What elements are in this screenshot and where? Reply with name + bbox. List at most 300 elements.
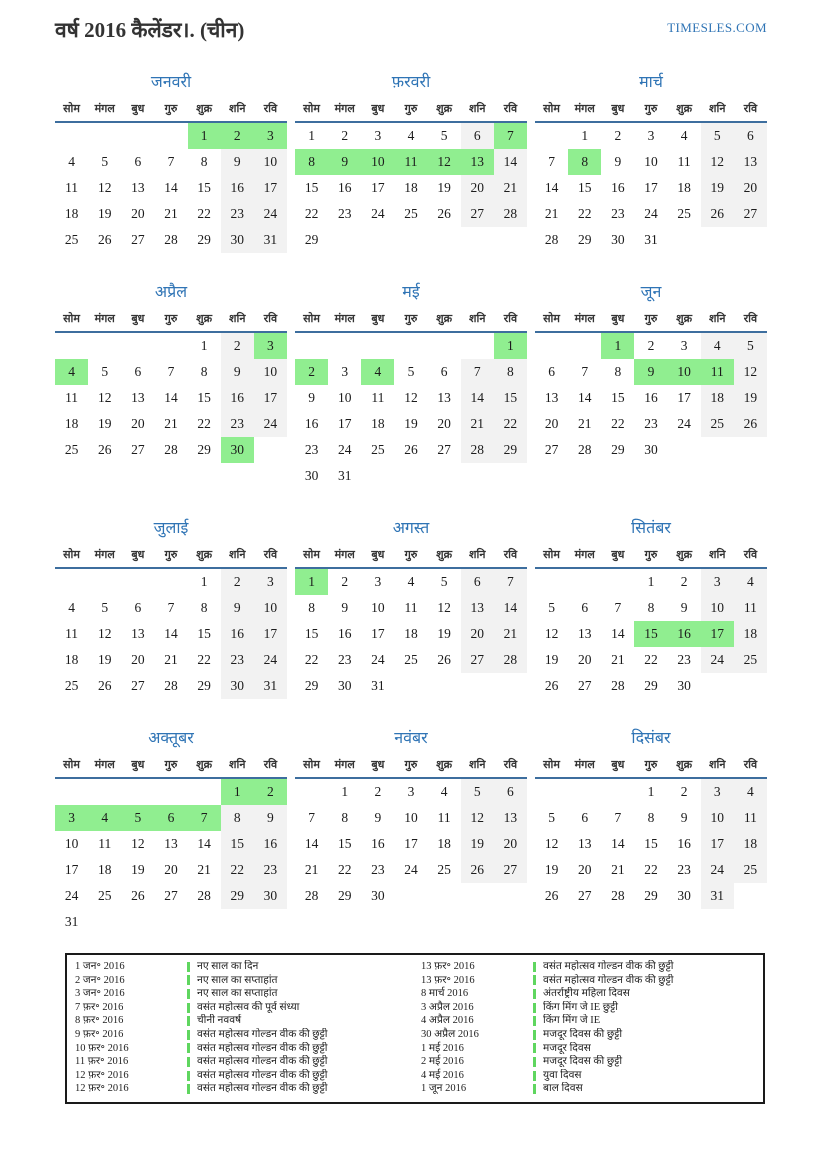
weekend-day-cell: 12 bbox=[734, 359, 767, 385]
month-table bbox=[295, 309, 527, 489]
legend-row bbox=[75, 1042, 409, 1056]
week-row bbox=[535, 805, 767, 831]
day-cell: 18 bbox=[404, 180, 418, 195]
weekday-header: बुध bbox=[601, 755, 634, 778]
day-cell: 21 bbox=[611, 652, 625, 667]
weekend-day-cell: 9 bbox=[221, 149, 254, 175]
holiday-marker-bar bbox=[533, 1003, 536, 1013]
weekday-header: बुध bbox=[121, 309, 154, 332]
day-cell: 6 bbox=[440, 364, 448, 379]
week-row bbox=[55, 621, 287, 647]
weekday-header: गुरु bbox=[154, 309, 187, 332]
legend-holiday-name: किंग मिंग जे IE bbox=[543, 1015, 601, 1027]
day-cell: 28 bbox=[164, 442, 178, 457]
day-cell-empty bbox=[154, 909, 187, 935]
day-cell: 13 bbox=[131, 390, 145, 405]
weekend-day-cell: 25 bbox=[734, 647, 767, 673]
day-cell-empty bbox=[394, 673, 427, 699]
day-cell: 8 bbox=[200, 600, 208, 615]
legend-date: 12 फ़र॰ 2016 bbox=[75, 1083, 129, 1095]
weekend-day-cell: 5 bbox=[734, 332, 767, 359]
weekday-header: गुरु bbox=[154, 755, 187, 778]
weekday-header: सोम bbox=[535, 309, 568, 332]
week-row bbox=[55, 149, 287, 175]
weekend-day-cell: 14 bbox=[494, 595, 527, 621]
day-cell: 29 bbox=[644, 678, 658, 693]
day-cell: 14 bbox=[164, 626, 178, 641]
holiday-day-cell: 2 bbox=[295, 359, 328, 385]
day-cell: 3 bbox=[407, 784, 415, 799]
day-cell: 16 bbox=[611, 180, 625, 195]
week-row bbox=[55, 332, 287, 359]
day-cell: 14 bbox=[611, 836, 625, 851]
week-row bbox=[295, 201, 527, 227]
month-table bbox=[535, 99, 767, 253]
day-cell: 13 bbox=[437, 390, 451, 405]
weekday-header: रवि bbox=[254, 309, 287, 332]
holiday-marker-bar bbox=[187, 1084, 190, 1094]
day-cell: 13 bbox=[164, 836, 178, 851]
day-cell: 16 bbox=[371, 836, 385, 851]
day-cell: 12 bbox=[544, 836, 559, 851]
month-11 bbox=[295, 726, 527, 909]
week-row bbox=[55, 909, 287, 935]
legend-row bbox=[75, 987, 409, 1001]
weekend-day-cell: 27 bbox=[494, 857, 527, 883]
weekday-header: शुक्र bbox=[668, 545, 701, 568]
weekend-day-cell: 5 bbox=[701, 122, 734, 149]
weekday-header-row bbox=[535, 545, 767, 568]
day-cell: 29 bbox=[577, 232, 592, 247]
weekday-header: शनि bbox=[461, 545, 494, 568]
month-table bbox=[55, 99, 287, 253]
day-cell: 13 bbox=[544, 390, 559, 405]
week-row bbox=[295, 332, 527, 359]
legend-column-left bbox=[75, 960, 409, 1096]
week-row bbox=[535, 883, 767, 909]
weekday-header: शुक्र bbox=[428, 755, 461, 778]
holiday-day-cell: 1 bbox=[295, 568, 328, 595]
day-cell: 9 bbox=[374, 810, 382, 825]
day-cell-empty bbox=[394, 463, 427, 489]
weekday-header: शुक्र bbox=[188, 755, 221, 778]
week-row bbox=[295, 437, 527, 463]
weekday-header-row bbox=[55, 99, 287, 122]
day-cell-empty bbox=[55, 778, 88, 805]
day-cell: 29 bbox=[611, 442, 625, 457]
weekend-day-cell: 12 bbox=[461, 805, 494, 831]
weekend-day-cell: 15 bbox=[221, 831, 254, 857]
day-cell: 1 bbox=[581, 128, 589, 143]
holiday-day-cell: 1 bbox=[188, 122, 221, 149]
legend-column-right bbox=[421, 960, 755, 1096]
day-cell-empty bbox=[361, 227, 394, 253]
day-cell: 14 bbox=[611, 626, 625, 641]
weekday-header: गुरु bbox=[634, 545, 667, 568]
day-cell: 12 bbox=[131, 836, 145, 851]
weekday-header: रवि bbox=[494, 309, 527, 332]
day-cell: 13 bbox=[131, 180, 145, 195]
weekday-header-row bbox=[55, 309, 287, 332]
weekend-day-cell: 10 bbox=[254, 359, 287, 385]
day-cell-empty bbox=[701, 437, 734, 463]
weekend-day-cell: 25 bbox=[701, 411, 734, 437]
month-title: फ़रवरी bbox=[391, 74, 431, 91]
day-cell-empty bbox=[428, 332, 461, 359]
weekday-header: मंगल bbox=[328, 755, 361, 778]
month-7 bbox=[55, 516, 287, 699]
weekend-day-cell: 6 bbox=[734, 122, 767, 149]
day-cell-empty bbox=[154, 568, 187, 595]
week-row bbox=[55, 647, 287, 673]
legend-row bbox=[421, 960, 755, 974]
day-cell-empty bbox=[121, 122, 154, 149]
weekday-header: शुक्र bbox=[428, 545, 461, 568]
day-cell: 15 bbox=[644, 836, 658, 851]
day-cell: 2 bbox=[647, 338, 655, 353]
weekday-header: गुरु bbox=[394, 309, 427, 332]
holiday-day-cell: 10 bbox=[668, 359, 701, 385]
day-cell-empty bbox=[701, 227, 734, 253]
day-cell: 1 bbox=[308, 128, 315, 143]
weekend-day-cell: 20 bbox=[461, 175, 494, 201]
day-cell: 8 bbox=[200, 154, 208, 169]
day-cell: 25 bbox=[371, 442, 385, 457]
day-cell: 7 bbox=[581, 364, 589, 379]
day-cell-empty bbox=[601, 778, 634, 805]
day-cell: 17 bbox=[371, 180, 385, 195]
holiday-marker-bar bbox=[187, 1030, 190, 1040]
legend-date: 7 फ़र॰ 2016 bbox=[75, 1001, 124, 1013]
holiday-day-cell: 3 bbox=[254, 332, 287, 359]
weekday-header-row bbox=[295, 99, 527, 122]
day-cell: 23 bbox=[677, 862, 691, 877]
legend-row bbox=[421, 1014, 755, 1028]
day-cell-empty bbox=[88, 332, 121, 359]
legend-holiday-name: वसंत महोत्सव की पूर्व संध्या bbox=[197, 1001, 300, 1013]
day-cell: 27 bbox=[131, 442, 145, 457]
week-row bbox=[55, 595, 287, 621]
legend-holiday-name: बाल दिवस bbox=[543, 1083, 583, 1095]
day-cell: 28 bbox=[164, 678, 178, 693]
weekday-header: रवि bbox=[254, 755, 287, 778]
day-cell-empty bbox=[494, 227, 527, 253]
legend-row bbox=[75, 1001, 409, 1015]
day-cell-empty bbox=[461, 463, 494, 489]
month-title: अगस्त bbox=[392, 520, 430, 537]
week-row bbox=[535, 568, 767, 595]
legend-row bbox=[75, 1014, 409, 1028]
holiday-marker-bar bbox=[187, 989, 190, 999]
day-cell: 19 bbox=[544, 862, 559, 877]
month-4 bbox=[55, 280, 287, 463]
weekend-day-cell: 17 bbox=[701, 831, 734, 857]
day-cell: 28 bbox=[304, 888, 319, 903]
day-cell: 27 bbox=[577, 888, 592, 903]
week-row bbox=[295, 175, 527, 201]
legend-holiday-name: वसंत महोत्सव गोल्डन वीक की छुट्टी bbox=[197, 1083, 328, 1095]
day-cell: 26 bbox=[404, 442, 418, 457]
day-cell: 22 bbox=[577, 206, 592, 221]
day-cell: 6 bbox=[548, 364, 555, 379]
week-row bbox=[295, 227, 527, 253]
week-row bbox=[55, 778, 287, 805]
holiday-day-cell: 11 bbox=[394, 149, 427, 175]
week-row bbox=[295, 359, 527, 385]
holiday-marker-bar bbox=[533, 989, 536, 999]
weekday-header: शुक्र bbox=[188, 309, 221, 332]
weekday-header: मंगल bbox=[568, 309, 601, 332]
day-cell: 2 bbox=[341, 574, 349, 589]
holiday-day-cell: 8 bbox=[568, 149, 601, 175]
weekday-header: मंगल bbox=[328, 309, 361, 332]
holiday-day-cell: 10 bbox=[361, 149, 394, 175]
day-cell: 18 bbox=[404, 626, 418, 641]
day-cell: 4 bbox=[407, 574, 415, 589]
legend-date: 8 मार्च 2016 bbox=[421, 988, 469, 1000]
month-10 bbox=[55, 726, 287, 935]
weekend-day-cell: 27 bbox=[461, 647, 494, 673]
day-cell: 23 bbox=[371, 862, 385, 877]
weekend-day-cell: 19 bbox=[701, 175, 734, 201]
weekend-day-cell: 17 bbox=[254, 621, 287, 647]
weekend-day-cell: 6 bbox=[461, 568, 494, 595]
day-cell: 16 bbox=[337, 180, 352, 195]
month-title: जुलाई bbox=[153, 520, 189, 537]
day-cell: 3 bbox=[341, 364, 349, 379]
holiday-day-cell: 15 bbox=[634, 621, 667, 647]
holiday-day-cell: 4 bbox=[88, 805, 121, 831]
legend-row bbox=[421, 987, 755, 1001]
day-cell: 10 bbox=[371, 600, 385, 615]
day-cell: 30 bbox=[337, 678, 352, 693]
day-cell: 29 bbox=[644, 888, 658, 903]
weekday-header: गुरु bbox=[154, 545, 187, 568]
holiday-day-cell: 12 bbox=[428, 149, 461, 175]
weekday-header: मंगल bbox=[88, 545, 121, 568]
day-cell: 22 bbox=[337, 862, 352, 877]
day-cell: 26 bbox=[97, 678, 112, 693]
day-cell: 12 bbox=[404, 390, 418, 405]
day-cell: 25 bbox=[404, 206, 418, 221]
holiday-day-cell: 30 bbox=[221, 437, 254, 463]
week-row bbox=[55, 122, 287, 149]
week-row bbox=[55, 673, 287, 699]
day-cell-empty bbox=[121, 909, 154, 935]
day-cell: 5 bbox=[440, 128, 448, 143]
weekend-day-cell: 8 bbox=[494, 359, 527, 385]
day-cell: 12 bbox=[97, 626, 112, 641]
day-cell: 27 bbox=[131, 678, 145, 693]
legend-holiday-name: मजदूर दिवस की छुट्टी bbox=[543, 1028, 623, 1040]
legend-date: 3 जन॰ 2016 bbox=[75, 988, 125, 1000]
day-cell: 2 bbox=[680, 784, 688, 799]
month-9 bbox=[535, 516, 767, 699]
weekday-header: शुक्र bbox=[668, 99, 701, 122]
weekday-header: मंगल bbox=[568, 755, 601, 778]
day-cell: 21 bbox=[164, 416, 178, 431]
day-cell: 19 bbox=[404, 416, 418, 431]
holiday-marker-bar bbox=[533, 1030, 536, 1040]
day-cell-empty bbox=[461, 673, 494, 699]
weekend-day-cell: 19 bbox=[734, 385, 767, 411]
day-cell: 10 bbox=[64, 836, 79, 851]
weekday-header-row bbox=[55, 755, 287, 778]
holiday-marker-bar bbox=[533, 1084, 536, 1094]
day-cell-empty bbox=[221, 909, 254, 935]
month-table bbox=[295, 99, 527, 253]
day-cell: 8 bbox=[647, 810, 655, 825]
weekday-header: बुध bbox=[361, 755, 394, 778]
holiday-marker-bar bbox=[533, 962, 536, 972]
week-row bbox=[55, 831, 287, 857]
weekend-day-cell: 6 bbox=[461, 122, 494, 149]
month-title: अक्तूबर bbox=[148, 730, 194, 747]
weekend-day-cell: 20 bbox=[461, 621, 494, 647]
legend-date: 2 जन॰ 2016 bbox=[75, 974, 125, 986]
day-cell: 24 bbox=[677, 416, 691, 431]
day-cell: 7 bbox=[308, 810, 315, 825]
day-cell-empty bbox=[461, 227, 494, 253]
day-cell-empty bbox=[461, 332, 494, 359]
week-row bbox=[535, 175, 767, 201]
legend-holiday-name: नए साल का दिन bbox=[197, 961, 259, 972]
weekday-header: मंगल bbox=[568, 99, 601, 122]
week-row bbox=[55, 411, 287, 437]
day-cell-empty bbox=[568, 568, 601, 595]
day-cell: 28 bbox=[611, 888, 625, 903]
day-cell: 5 bbox=[101, 364, 109, 379]
legend-row bbox=[421, 1082, 755, 1096]
day-cell: 16 bbox=[304, 416, 319, 431]
legend-row bbox=[75, 1055, 409, 1069]
day-cell: 27 bbox=[437, 442, 451, 457]
day-cell-empty bbox=[535, 122, 568, 149]
day-cell: 13 bbox=[577, 836, 592, 851]
weekend-day-cell: 19 bbox=[461, 831, 494, 857]
weekday-header: रवि bbox=[734, 309, 767, 332]
month-title: सितंबर bbox=[631, 520, 671, 537]
weekday-header: बुध bbox=[121, 755, 154, 778]
holiday-day-cell: 6 bbox=[154, 805, 187, 831]
week-row bbox=[535, 437, 767, 463]
weekday-header: रवि bbox=[734, 99, 767, 122]
legend-date: 11 फ़र॰ 2016 bbox=[75, 1056, 129, 1068]
holiday-marker-bar bbox=[187, 1057, 190, 1067]
day-cell: 19 bbox=[544, 652, 559, 667]
day-cell: 22 bbox=[304, 652, 319, 667]
day-cell: 15 bbox=[197, 390, 211, 405]
legend-date: 4 अप्रैल 2016 bbox=[421, 1015, 474, 1027]
week-row bbox=[295, 411, 527, 437]
weekday-header: बुध bbox=[601, 99, 634, 122]
weekday-header: बुध bbox=[121, 545, 154, 568]
legend-date: 12 फ़र॰ 2016 bbox=[75, 1069, 129, 1081]
weekday-header: शनि bbox=[221, 99, 254, 122]
week-row bbox=[55, 175, 287, 201]
month-table bbox=[535, 755, 767, 909]
weekend-day-cell: 3 bbox=[701, 568, 734, 595]
week-row bbox=[55, 437, 287, 463]
day-cell-empty bbox=[55, 122, 88, 149]
weekday-header: रवि bbox=[734, 545, 767, 568]
weekend-day-cell: 11 bbox=[734, 805, 767, 831]
day-cell: 31 bbox=[337, 468, 352, 483]
legend-row bbox=[421, 974, 755, 988]
legend-holiday-name: नए साल का सप्ताहांत bbox=[197, 974, 278, 986]
legend-holiday-name: युवा दिवस bbox=[543, 1069, 582, 1081]
holiday-day-cell: 5 bbox=[121, 805, 154, 831]
day-cell: 15 bbox=[304, 626, 319, 641]
day-cell: 23 bbox=[644, 416, 658, 431]
day-cell: 30 bbox=[677, 888, 691, 903]
day-cell: 14 bbox=[197, 836, 211, 851]
holiday-marker-bar bbox=[533, 1057, 536, 1067]
week-row bbox=[55, 857, 287, 883]
day-cell: 29 bbox=[304, 232, 319, 247]
legend-date: 30 अप्रैल 2016 bbox=[421, 1028, 479, 1040]
day-cell: 6 bbox=[134, 154, 142, 169]
weekend-day-cell: 5 bbox=[461, 778, 494, 805]
weekend-day-cell: 21 bbox=[461, 411, 494, 437]
day-cell: 6 bbox=[581, 810, 589, 825]
weekday-header: शनि bbox=[461, 309, 494, 332]
day-cell: 30 bbox=[611, 232, 625, 247]
weekend-day-cell: 16 bbox=[221, 621, 254, 647]
calendar-grid bbox=[55, 70, 767, 935]
day-cell: 2 bbox=[341, 128, 349, 143]
day-cell: 18 bbox=[64, 652, 79, 667]
weekend-day-cell: 18 bbox=[734, 831, 767, 857]
day-cell: 9 bbox=[680, 600, 688, 615]
day-cell: 22 bbox=[197, 652, 211, 667]
legend-date: 13 फ़र॰ 2016 bbox=[421, 961, 475, 972]
weekend-day-cell: 27 bbox=[734, 201, 767, 227]
day-cell-empty bbox=[55, 332, 88, 359]
day-cell: 17 bbox=[404, 836, 418, 851]
day-cell: 24 bbox=[404, 862, 418, 877]
legend-holiday-name: किंग मिंग जे IE छुट्टी bbox=[543, 1001, 619, 1013]
weekend-day-cell: 23 bbox=[221, 201, 254, 227]
weekday-header: शनि bbox=[461, 99, 494, 122]
site-link[interactable]: TIMESLES.COM bbox=[667, 20, 767, 35]
week-row bbox=[295, 831, 527, 857]
day-cell-empty bbox=[428, 883, 461, 909]
day-cell: 20 bbox=[164, 862, 178, 877]
weekday-header: शुक्र bbox=[188, 99, 221, 122]
legend-row bbox=[75, 1069, 409, 1083]
weekend-day-cell: 10 bbox=[701, 595, 734, 621]
weekday-header: रवि bbox=[734, 755, 767, 778]
weekend-day-cell: 26 bbox=[701, 201, 734, 227]
day-cell: 21 bbox=[577, 416, 592, 431]
weekday-header: सोम bbox=[535, 545, 568, 568]
weekend-day-cell: 24 bbox=[701, 647, 734, 673]
legend-date: 4 मई 2016 bbox=[421, 1069, 464, 1081]
weekend-day-cell: 10 bbox=[254, 149, 287, 175]
weekend-day-cell: 4 bbox=[734, 568, 767, 595]
week-row bbox=[535, 621, 767, 647]
day-cell: 8 bbox=[614, 364, 622, 379]
week-row bbox=[535, 857, 767, 883]
day-cell: 12 bbox=[97, 180, 112, 195]
week-row bbox=[535, 122, 767, 149]
day-cell: 22 bbox=[304, 206, 319, 221]
weekday-header: मंगल bbox=[88, 99, 121, 122]
weekend-day-cell: 28 bbox=[494, 647, 527, 673]
day-cell-empty bbox=[154, 778, 187, 805]
week-row bbox=[55, 227, 287, 253]
